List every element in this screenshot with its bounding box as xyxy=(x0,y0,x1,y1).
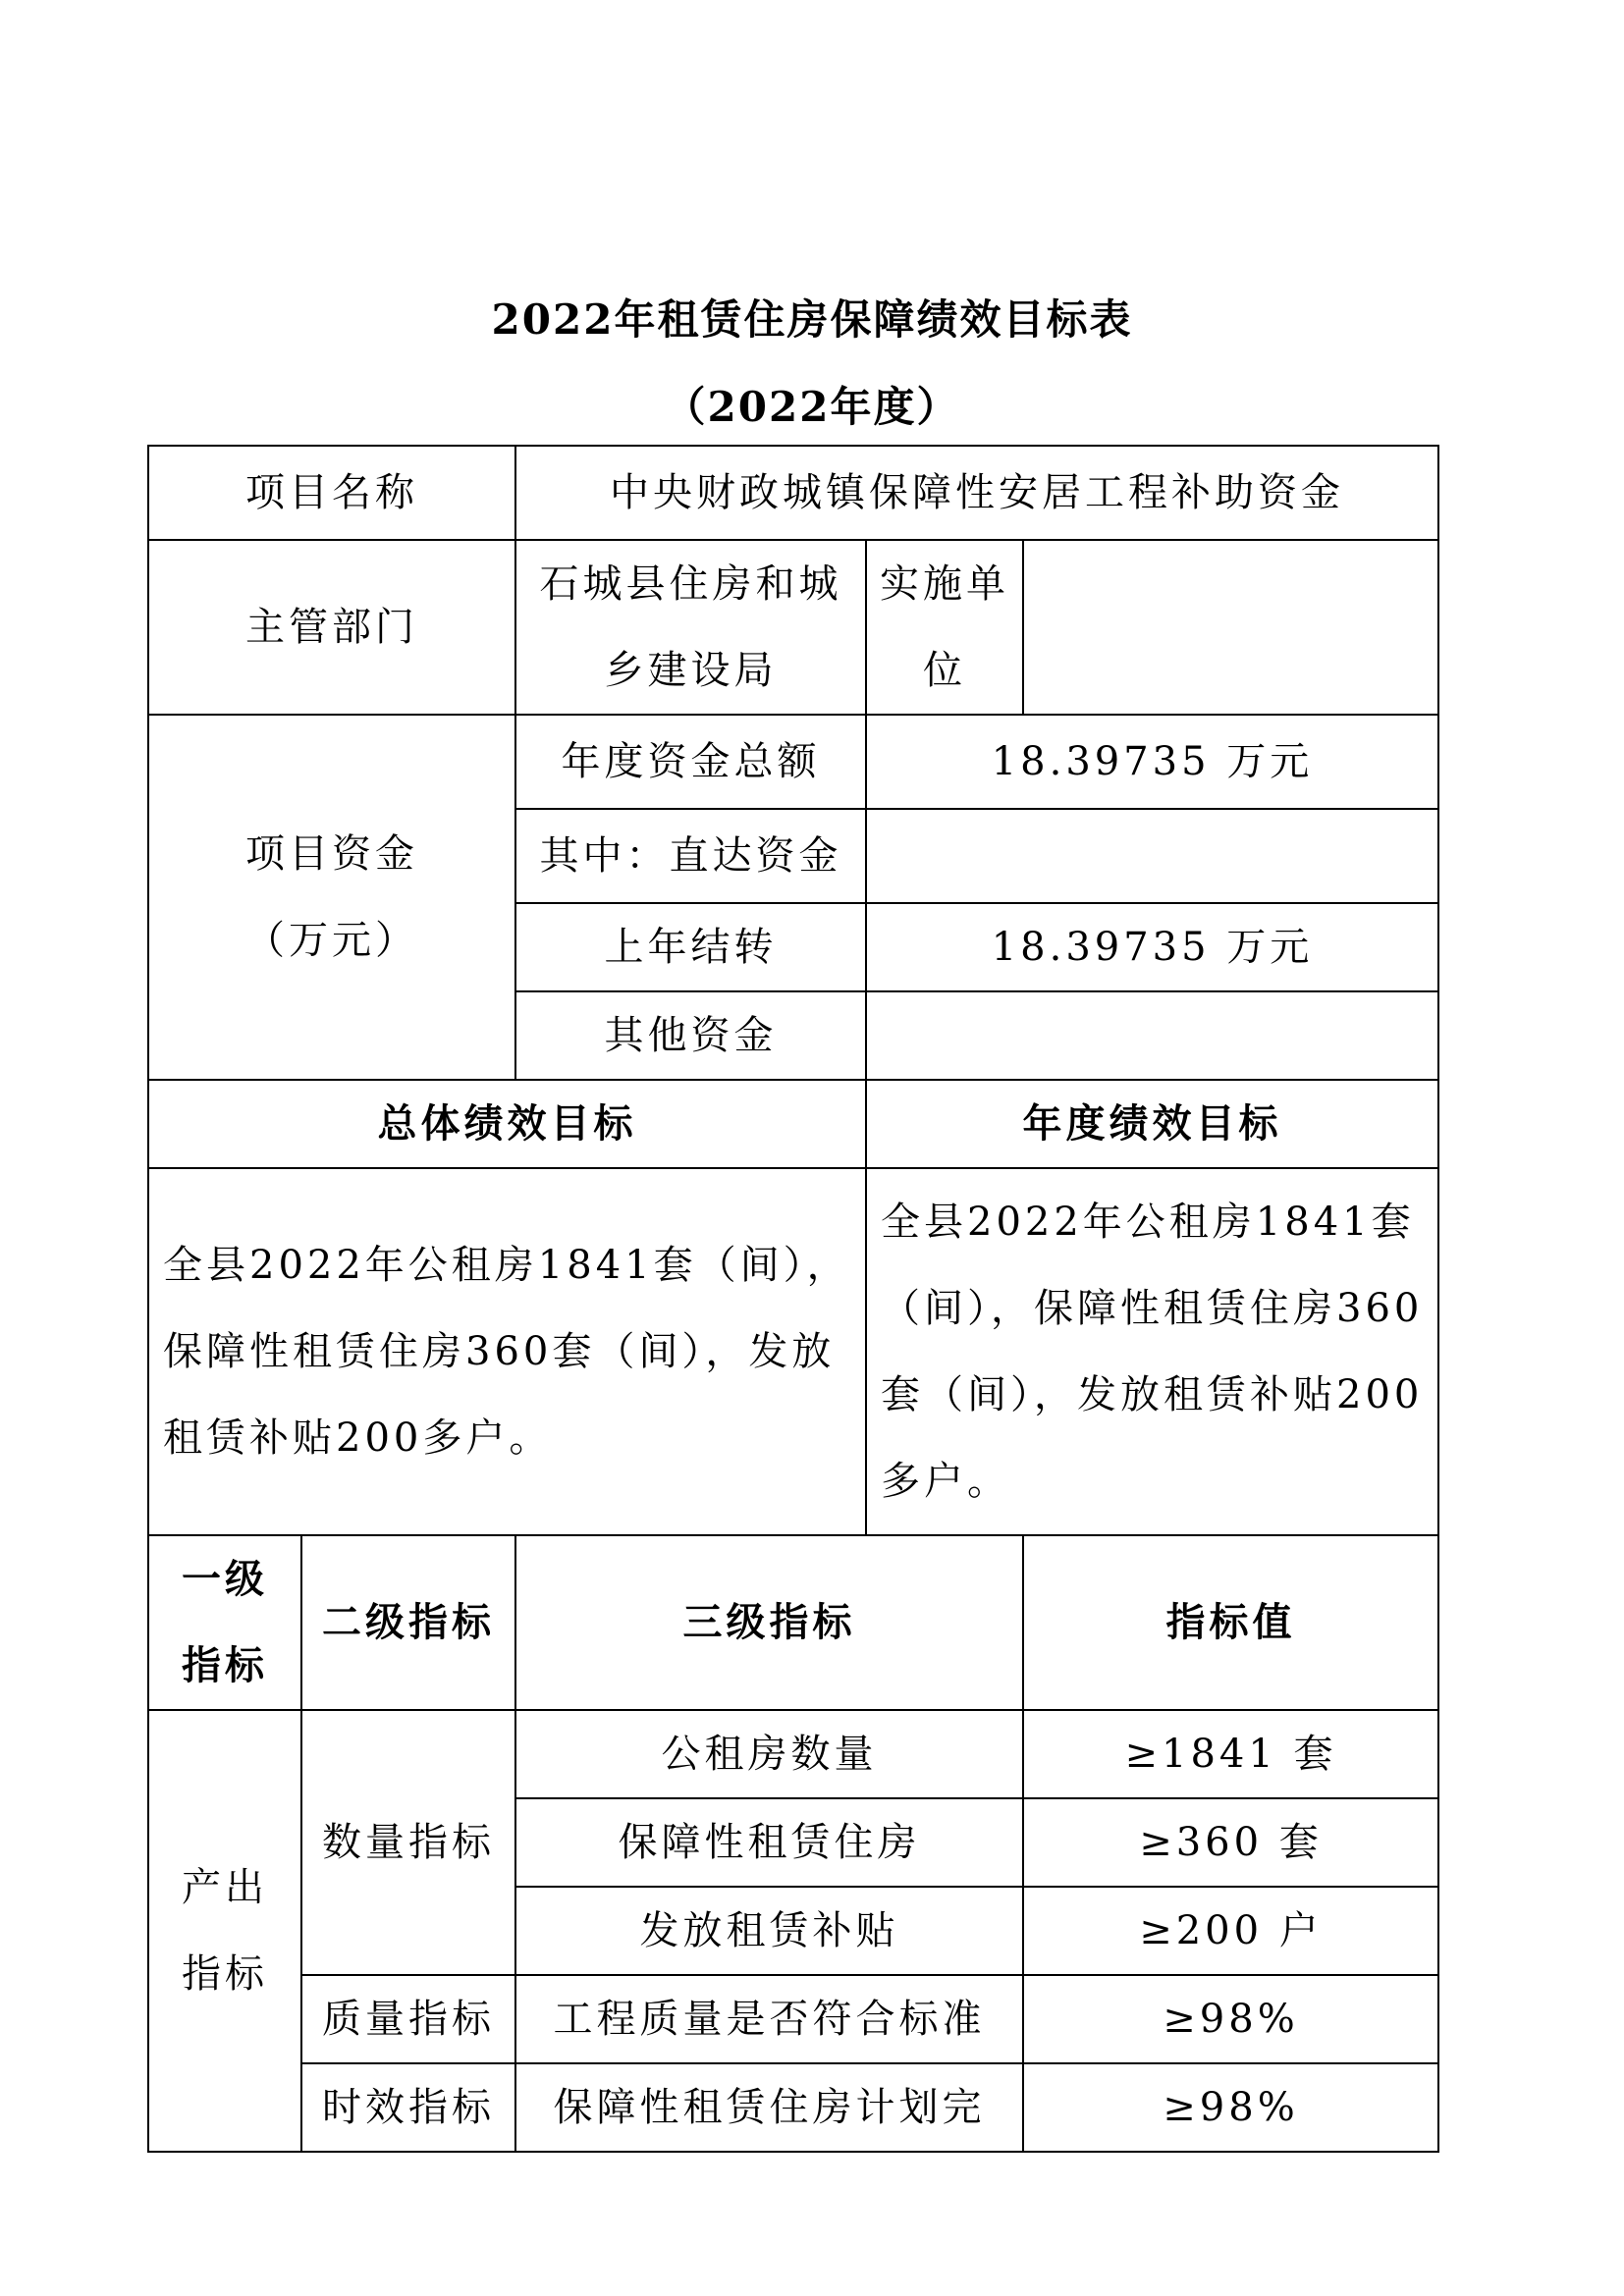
overall-goal-text: 全县2022年公租房1841套（间），保障性租赁住房360套（间），发放租赁补贴200多户。 xyxy=(148,1168,866,1535)
project-name-value: 中央财政城镇保障性安居工程补助资金 xyxy=(515,446,1438,540)
fund-item-label: 年度资金总额 xyxy=(515,715,866,809)
funds-row xyxy=(148,715,1438,809)
output-indicator-label: 产出指标 xyxy=(148,1710,301,2152)
fund-item-label: 其他资金 xyxy=(515,991,866,1080)
level3-indicator: 保障性租赁住房计划完 xyxy=(515,2063,1023,2152)
project-name-row xyxy=(148,446,1438,540)
indicator-value: ≥200 户 xyxy=(1023,1887,1438,1975)
indicator-row xyxy=(148,1710,1438,1798)
department-row xyxy=(148,540,1438,715)
annual-goal-text: 全县2022年公租房1841套（间），保障性租赁住房360套（间），发放租赁补贴200多户。 xyxy=(866,1168,1438,1535)
fund-item-value: 18.39735 万元 xyxy=(866,715,1438,809)
project-name-label: 项目名称 xyxy=(148,446,515,540)
fund-item-value xyxy=(866,809,1438,903)
fund-item-value: 18.39735 万元 xyxy=(866,903,1438,991)
goals-text-row xyxy=(148,1168,1438,1535)
indicator-value-header: 指标值 xyxy=(1023,1535,1438,1710)
quality-indicator-label: 质量指标 xyxy=(301,1975,515,2063)
department-value: 石城县住房和城乡建设局 xyxy=(515,540,866,715)
level3-indicator: 发放租赁补贴 xyxy=(515,1887,1023,1975)
indicator-value: ≥98% xyxy=(1023,1975,1438,2063)
indicator-value: ≥360 套 xyxy=(1023,1798,1438,1887)
project-funds-label: 项目资金（万元） xyxy=(148,715,515,1080)
department-label: 主管部门 xyxy=(148,540,515,715)
fund-item-value xyxy=(866,991,1438,1080)
level3-indicator: 保障性租赁住房 xyxy=(515,1798,1023,1887)
indicator-row xyxy=(148,1975,1438,2063)
indicator-value: ≥1841 套 xyxy=(1023,1710,1438,1798)
level1-indicator-header: 一级指标 xyxy=(148,1535,301,1710)
implementing-unit-value xyxy=(1023,540,1438,715)
page-subtitle: （2022年度） xyxy=(664,383,960,431)
annual-goal-header: 年度绩效目标 xyxy=(866,1080,1438,1168)
page-title: 2022年租赁住房保障绩效目标表 xyxy=(491,295,1133,344)
indicator-row xyxy=(148,2063,1438,2152)
overall-goal-header: 总体绩效目标 xyxy=(148,1080,866,1168)
indicator-header-row xyxy=(148,1535,1438,1710)
level3-indicator-header: 三级指标 xyxy=(515,1535,1023,1710)
level3-indicator: 公租房数量 xyxy=(515,1710,1023,1798)
level2-indicator-header: 二级指标 xyxy=(301,1535,515,1710)
fund-item-label: 上年结转 xyxy=(515,903,866,991)
timeliness-indicator-label: 时效指标 xyxy=(301,2063,515,2152)
fund-item-label: 其中：直达资金 xyxy=(515,809,866,903)
performance-target-table xyxy=(147,445,1439,2153)
indicator-value: ≥98% xyxy=(1023,2063,1438,2152)
quantity-indicator-label: 数量指标 xyxy=(301,1710,515,1975)
goals-header-row xyxy=(148,1080,1438,1168)
level3-indicator: 工程质量是否符合标准 xyxy=(515,1975,1023,2063)
implementing-unit-label: 实施单位 xyxy=(866,540,1023,715)
